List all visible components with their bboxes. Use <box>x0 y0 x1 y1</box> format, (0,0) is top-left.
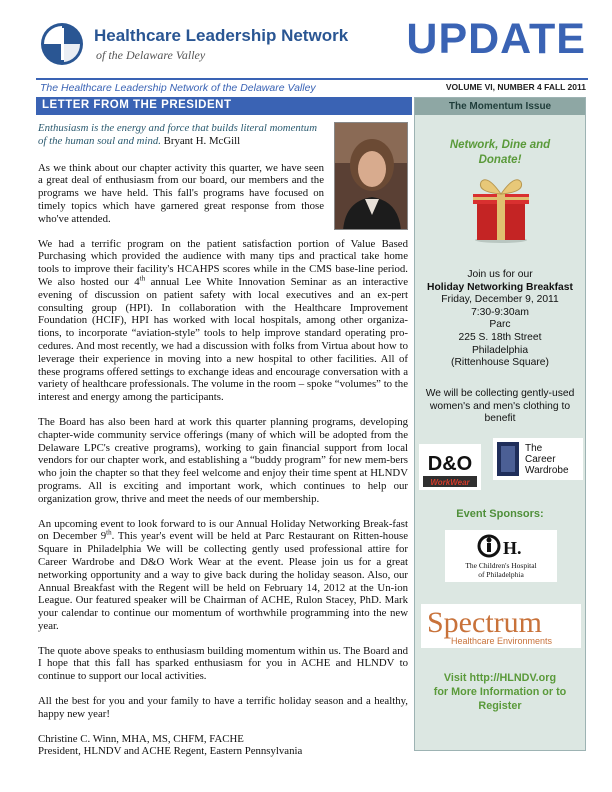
paragraph-4-superscript: th <box>106 528 112 537</box>
quote-text: Enthusiasm is the energy and force that builds literal momentum of the human soul and mind. <box>38 122 317 147</box>
event-square: (Rittenhouse Square) <box>451 357 549 369</box>
gift-box-icon <box>467 170 535 244</box>
paragraph-4-text-b: . This year's event will be held at Parc Restaurant on Ritten-house Square in Philadelphia We will be collecting gently used professional attire for Career Wardrobe and D&O Work Wear at the event. Please join us for a great networking opportunity and a way to give back during the holiday season. Also, our Annual Breakfast with the Regent will be held on February 14, 2012 at the Un-ion League. Our featured speaker will be Chairman of ACHE, Rulon Stacey, PhD. Mark your calendar to continue our momentum of worthwhile programming into the new year. <box>38 530 408 632</box>
spectrum-logo-sub: Healthcare Environments <box>451 636 553 646</box>
paragraph-2-text-b: annual Lee White Innovation Seminar as an interactive evening of discussion on patient safety with local executives and an ex-pert consulting group (HPI). In collaboration with the Healthcare Improvement Foundation (HCIF), HPI has worked with local hospitals, among other organiza-tions, to incorporate “aviation-style” tools to help improve standard operating pro-cedures. And most recently, we had a discussion with folks from Virtua about how to leverage their experience in moving into a new hospital to other facilities. All of these programs offered settings to exchange ideas and encourage conversation with a variety of healthcare professionals. The volume in the room – spoke “volumes” to the interest and energy among the participants. <box>38 275 408 404</box>
event-join: Join us for our <box>467 269 533 280</box>
hlndv-logo <box>38 20 349 70</box>
event-date: Friday, December 9, 2011 <box>441 294 559 306</box>
signature-block <box>38 733 408 759</box>
signature-name: Christine C. Winn, MHA, MS, CHFM, FACHE <box>38 732 244 745</box>
ndd-line-2: Donate! <box>478 154 522 166</box>
visit-line-2: for More Information or to <box>433 686 567 698</box>
svg-text:H.: H. <box>503 538 522 558</box>
visit-line-3: Register <box>478 700 522 712</box>
paragraph-2 <box>38 238 408 404</box>
sidebar <box>414 97 586 751</box>
event-time: 7:30-9:30am <box>471 306 529 318</box>
header-rule <box>36 78 588 80</box>
cw-logo-line-1: The <box>525 443 543 454</box>
chop-logo <box>445 530 557 582</box>
portrait-image <box>335 123 408 230</box>
paragraph-4-text-a: An upcoming event to look forward to is our Annual Holiday Networking Break-fast on December 9 <box>38 517 408 543</box>
network-dine-donate <box>415 138 585 168</box>
event-name: Holiday Networking Breakfast <box>427 281 573 293</box>
president-photo <box>334 122 408 230</box>
section-bar <box>36 97 412 115</box>
event-address: 225 S. 18th Street <box>458 331 542 343</box>
signature-title: President, HLNDV and ACHE Regent, Eastern Pennsylvania <box>38 745 303 758</box>
chop-line-2: of Philadelphia <box>478 570 524 579</box>
do-workwear-logo <box>419 444 481 490</box>
issue-bar <box>415 98 585 115</box>
hlndv-emblem-icon <box>40 22 84 66</box>
cw-logo-line-3: Wardrobe <box>525 465 569 476</box>
paragraph-2-superscript: th <box>139 274 146 283</box>
spectrum-logo <box>421 604 581 648</box>
letter-body <box>38 122 408 758</box>
opening-quote <box>38 122 324 148</box>
quote-author: Bryant H. McGill <box>163 134 241 147</box>
collection-note: We will be collecting gently-used women's and men's clothing to benefit <box>425 388 575 425</box>
paragraph-3: The Board has also been hard at work this quarter planning programs, developing chapter-wide community service offerings (many of which will be adopted from the Delaware LPC's creative programs), working to gain financial support from local vendors for our chapter work, and establishing a “buddy program” for new mem-bers who join the chapter so that they feel welcome and enjoy their time spent at HLNDV programs. All is exciting and important work, which continues to help our organization grow, thrive and meet the needs of our membership. <box>38 415 408 505</box>
chop-line-1: The Children's Hospital <box>465 561 537 570</box>
sponsors-title: Event Sponsors: <box>456 508 544 520</box>
dow-logo-main: D&O <box>427 453 473 475</box>
paragraph-6: All the best for you and your family to have a terrific holiday season and a healthy, happy new year! <box>38 695 408 720</box>
visit-website <box>415 671 585 713</box>
paragraph-2-text-a: We had a terrific program on the patient satisfaction portion of Value Based Purchasing which provided the audience with many tips and practical take home tools to improve their facility's HCAHPS scores while in the CMS base-line period. We also hosted our 4 <box>38 237 408 288</box>
spectrum-logo-text: Spectrum <box>427 606 542 639</box>
ndd-line-1: Network, Dine and <box>449 139 551 151</box>
paragraph-1: As we think about our chapter activity this quarter, we have seen a great deal of enthusiasm from our board, our members and the programs we have held. This fall's programs have focused on timely topics which have garnered great response from those who've attended. <box>38 161 324 225</box>
org-name: Healthcare Leadership Network <box>94 26 349 45</box>
org-subtitle: of the Delaware Valley <box>96 48 206 62</box>
event-details <box>415 269 585 370</box>
update-masthead: UPDATE <box>406 15 586 63</box>
career-wardrobe-logo <box>493 438 583 480</box>
paragraph-4 <box>38 518 408 633</box>
section-title: LETTER FROM THE PRESIDENT <box>42 99 232 111</box>
tagline: The Healthcare Leadership Network of the Delaware Valley <box>40 82 316 94</box>
paragraph-5: The quote above speaks to enthusiasm building momentum within us. The Board and I hope that this fall has sparked enthusiasm for you in ACHE and HLNDV to continue to support our local activities. <box>38 644 408 683</box>
dow-logo-sub: WorkWear <box>430 478 470 487</box>
event-venue: Parc <box>489 319 511 331</box>
issue-title: The Momentum Issue <box>448 101 552 112</box>
event-city: Philadelphia <box>471 344 529 356</box>
cw-logo-line-2: Career <box>525 454 556 465</box>
visit-line-1[interactable]: Visit http://HLNDV.org <box>443 672 557 684</box>
volume-info: VOLUME VI, NUMBER 4 FALL 2011 <box>445 82 586 92</box>
